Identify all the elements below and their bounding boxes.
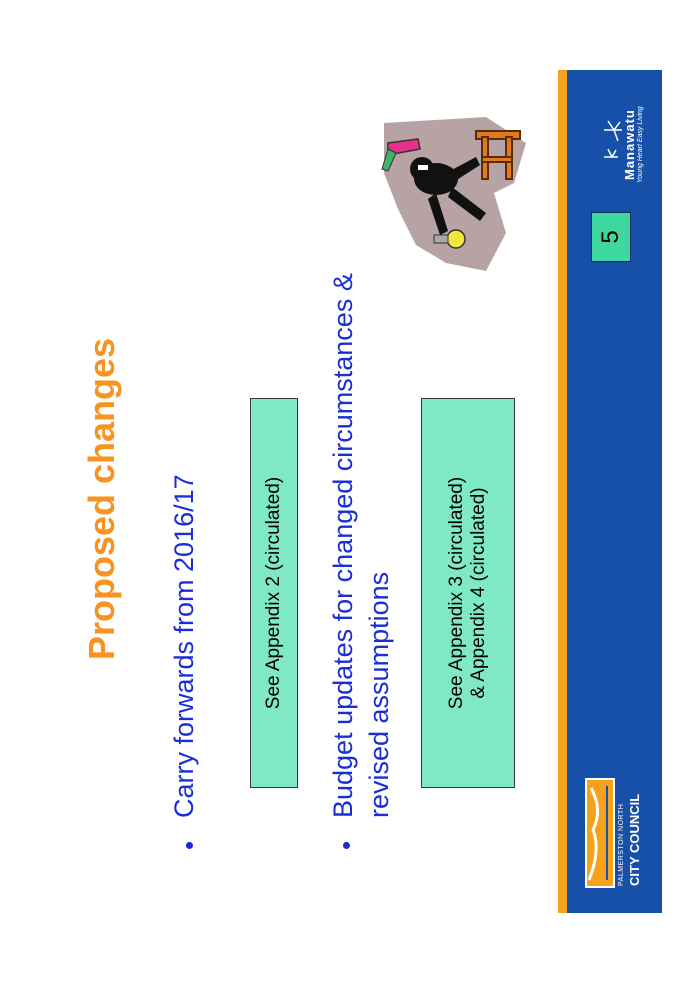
council-name-line1: PALMERSTON NORTH <box>618 803 625 886</box>
council-logo-box <box>585 778 615 888</box>
council-mountain-icon <box>587 780 613 886</box>
manawatu-name: Manawatu <box>622 109 637 180</box>
manawatu-logo <box>604 95 652 190</box>
appendix-2-note <box>250 398 298 788</box>
bullet-budget-updates-cont: revised assumptions <box>364 571 394 818</box>
bullet-carry-forwards: Carry forwards from 2016/17 <box>169 474 199 818</box>
page-number: 5 <box>597 230 624 244</box>
appendix-3-4-note <box>421 398 515 788</box>
bullet-dot: • <box>331 840 361 850</box>
appendix-3-4-text <box>446 477 490 709</box>
bullet-budget-updates: Budget updates for changed circumstances & <box>328 273 358 818</box>
appendix-2-text: See Appendix 2 (circulated) <box>263 476 284 710</box>
manawatu-tagline: Young Heart Easy Living <box>637 106 644 183</box>
juggler-clipart-icon <box>376 113 530 275</box>
appendix-3-line: See Appendix 3 (circulated) <box>446 476 467 710</box>
bullet-dot: • <box>174 840 204 850</box>
appendix-4-line: & Appendix 4 (circulated) <box>468 487 489 699</box>
footer-orange-strip <box>558 70 567 913</box>
council-logo <box>585 778 647 888</box>
slide-title: Proposed changes <box>81 337 122 660</box>
page-number-box <box>591 212 631 262</box>
council-name-line2: CITY COUNCIL <box>627 793 642 886</box>
